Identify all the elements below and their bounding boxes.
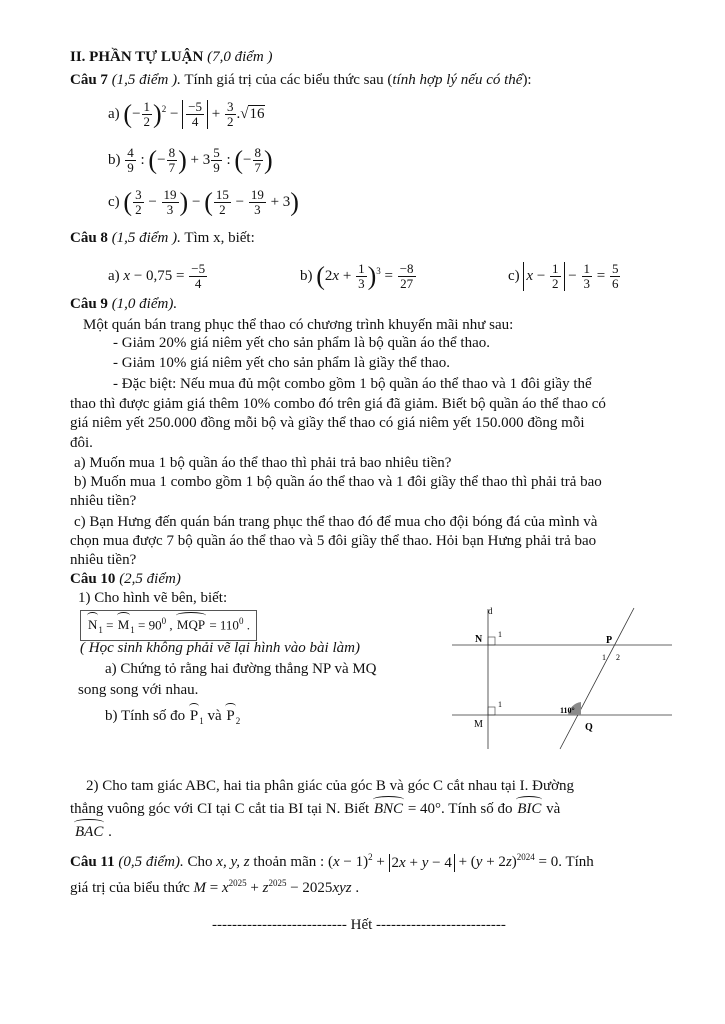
q10-heading: Câu 10 (2,5 điểm) — [70, 571, 181, 587]
q10-part2-line2: thẳng vuông góc với CI tại C cắt tia BI tại N. Biết BNC = 40°. Tính số đo BIC và — [70, 801, 561, 817]
section-title: II. PHẦN TỰ LUẬN (7,0 điểm ) — [70, 49, 273, 65]
q9-line: Một quán bán trang phục thể thao có chương trình khuyến mãi như sau: — [83, 317, 514, 333]
label-m: M — [474, 719, 483, 730]
q9-line: a) Muốn mua 1 bộ quần áo thể thao thì phải trả bao nhiêu tiền? — [74, 455, 452, 471]
q9-line: thao thì được giảm giá thêm 10% combo đó trên giá đã giảm. Biết bộ quần áo thể thao có — [70, 396, 606, 412]
label-q: Q — [585, 722, 593, 733]
q10-part2-line1: 2) Cho tam giác ABC, hai tia phân giác của góc B và góc C cắt nhau tại I. Đường — [86, 778, 575, 794]
label-p-1: 1 — [602, 653, 606, 662]
q10-given: $N_1 = M_1 = 90^0$ , MQP = $110^0$ . — [80, 610, 257, 641]
q9-line: c) Bạn Hưng đến quán bán trang phục thể thao đó để mua cho đội bóng đá của mình và — [74, 514, 598, 530]
q9-line: - Giảm 20% giá niêm yết cho sản phẩm là bộ quần áo thể thao. — [113, 335, 490, 351]
q11-line1: Câu 11 (0,5 điểm). Cho x, y, z thoản mãn : $(x - 1)^2 + 2x + y - 4 + (y + 2z)^{2024} = 0$. Tính — [70, 852, 594, 871]
q11-line2: giá trị của biểu thức $M = x^{2025} + z^{2025} - 2025xyz$ . — [70, 878, 360, 896]
label-angle: 110° — [560, 706, 575, 715]
q9-heading: Câu 9 (1,0 điểm). — [70, 296, 178, 312]
q7-a: a) (− $\frac{1}{2}$ )$^2$ − $\frac{-5}{4}$ + $\frac{3}{2}$ .√16 — [108, 99, 265, 130]
q9-line: - Đặc biệt: Nếu mua đủ một combo gồm 1 bộ quần áo thể thao và 1 đôi giầy thể — [113, 376, 592, 392]
footer-end: --------------------------- Hết -------------------------- — [212, 917, 506, 933]
q9-line: nhiêu tiền? — [70, 552, 137, 568]
q10-note: ( Học sinh không phải vẽ lại hình vào bài làm) — [80, 640, 360, 656]
q9-line: - Giảm 10% giá niêm yết cho sản phẩm là giầy thể thao. — [113, 355, 450, 371]
q7-c: c) ( $\frac{3}{2}$ − $\frac{19}{3}$ ) − ( $\frac{15}{2}$ − $\frac{19}{3}$ + 3) — [108, 187, 299, 217]
q10-part2-line3: BAC . — [75, 824, 112, 840]
label-n-1: 1 — [498, 630, 502, 639]
right-angle-n — [488, 637, 495, 645]
q8-b: b) (2x + $\frac{1}{3}$ )$^3$ = $\frac{-8}{27}$ — [300, 261, 414, 292]
q7-b: b) $\frac{4}{9}$ : (− $\frac{8}{7}$ ) + 3 $\frac{5}{9}$ : (− $\frac{8}{7}$ ) — [108, 145, 273, 175]
label-p: P — [606, 635, 613, 646]
q7-heading: Câu 7 (1,5 điểm ). Tính giá trị của các biểu thức sau (tính hợp lý nếu có thể): — [70, 72, 532, 88]
q9-line: đôi. — [70, 435, 93, 451]
q8-heading: Câu 8 (1,5 điểm ). Tìm x, biết: — [70, 230, 255, 246]
q10-a-line1: a) Chứng tỏ rằng hai đường thẳng NP và MQ — [105, 661, 377, 677]
label-d: d — [488, 606, 493, 616]
label-m-1: 1 — [498, 700, 502, 709]
q9-line: nhiêu tiền? — [70, 493, 137, 509]
q9-line: chọn mua được 7 bộ quần áo thể thao và 5 đôi giầy thể thao. Hỏi bạn Hưng phải trả bao — [70, 533, 597, 549]
label-p-2: 2 — [616, 653, 620, 662]
q10-a-line2: song song với nhau. — [78, 682, 199, 698]
q9-line: giá niêm yết 250.000 đồng mỗi bộ và giầy thể thao có giá niêm yết 150.000 đồng mỗi — [70, 415, 585, 431]
q10-part1: 1) Cho hình vẽ bên, biết: — [78, 590, 228, 606]
q9-line: b) Muốn mua 1 combo gồm 1 bộ quần áo thể thao và 1 đôi giầy thể thao thì phải trả bao — [74, 474, 602, 490]
right-angle-m — [488, 707, 495, 715]
geometry-figure — [450, 603, 680, 753]
q8-a: a) x − 0,75 = $\frac{-5}{4}$ — [108, 261, 206, 291]
label-n: N — [475, 634, 483, 645]
q8-c: c) x − $\frac{1}{2}$ − $\frac{1}{3}$ = $\frac{5}{6}$ — [508, 261, 619, 291]
q10-b: b) Tính số đo $P_1$ và $P_2$ — [105, 708, 241, 726]
line-pq — [560, 608, 634, 749]
